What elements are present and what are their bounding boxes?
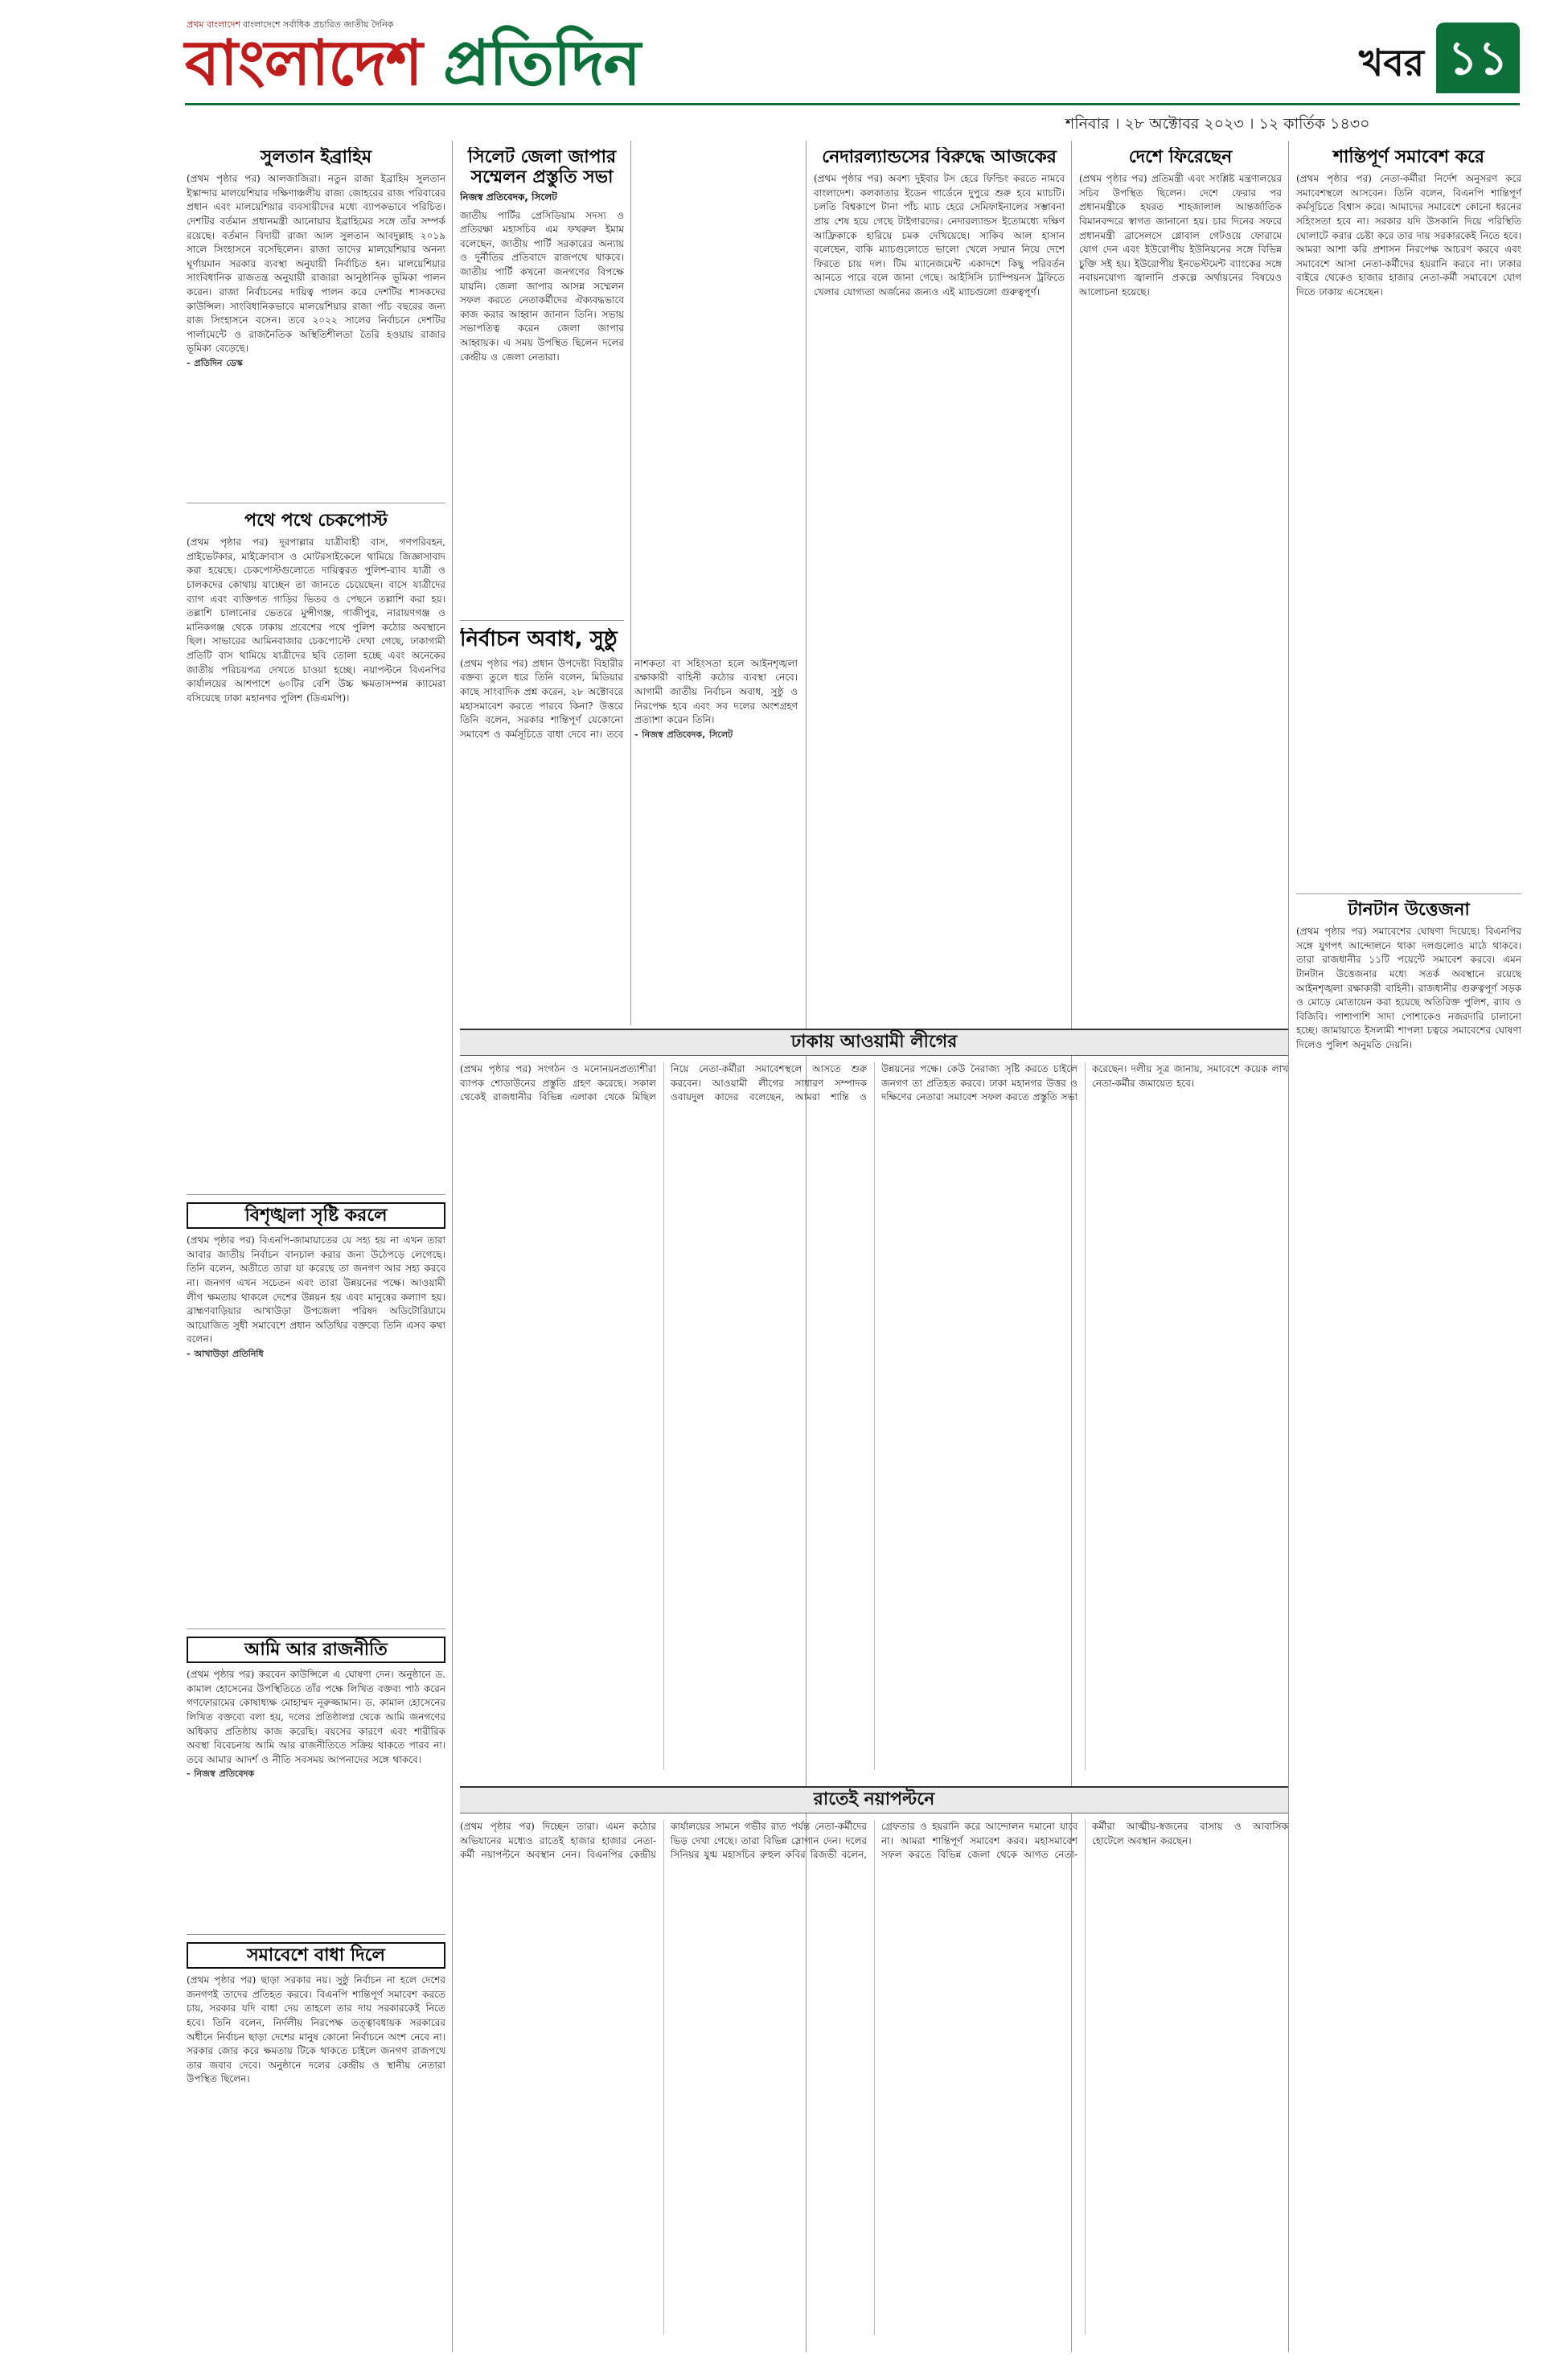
story-headline: দেশে ফিরেছেন [1128, 147, 1233, 167]
story-ami-ar-rajniti [187, 1637, 445, 1926]
story-paragraph: (প্রথম পৃষ্ঠার পর) সমাবেশের ঘোষণা দিয়েছে। বিএনপির সঙ্গে যুগপৎ আন্দোলনে থাকা দলগুলোও মাঠে থাকবে। তারা রাজধানীর ১১টি পয়েন্টে সমাবেশ করবে। এমন টানটান উত্তেজনার মধ্যে সতর্ক অবস্থানে রয়েছে আইনশৃঙ্খলা রক্ষাকারী বাহিনী। রাজধানীর গুরুত্বপূর্ণ সড়ক ও মোড়ে মোতায়েন করা হয়েছে অতিরিক্ত পুলিশ, র‌্যাব ও বিজিবি। পাশাপাশি সাদা পোশাকেও নজরদারি চালানো হচ্ছে। জামায়াতে ইসলামী শাপলা চত্বরে সমাবেশের ঘোষণা দিলেও পুলিশ অনুমতি দেয়নি। [1296, 926, 1521, 1051]
logo-part-two: প্রতিদিন [442, 27, 640, 100]
story-headline: সিলেট জেলা জাপার সম্মেলন প্রস্তুতি সভা [467, 147, 617, 188]
story-divider [460, 620, 624, 621]
story-paragraph: (প্রথম পৃষ্ঠার পর) বিএনপি-জামায়াতের যে সহ্য হয় না এখন তারা আবার জাতীয় নির্বাচন বানচাল করার জন্য উঠেপড়ে লেগেছে। তিনি বলেন, অতীতে তারা যা করেছে তা জনগণ আর সহ্য করবে না। জনগণ এখন সচেতন এবং তারা উন্নয়নের পক্ষে। আওয়ামী লীগ ক্ষমতায় থাকলে দেশের উন্নয়ন হয় এবং মানুষের কল্যাণ হয়। ব্রাহ্মণবাড়িয়ার আখাউড়া উপজেলা পরিষদ অডিটোরিয়ামে আয়োজিত সুধী সমাবেশে প্রধান অতিথির বক্তব্যে তিনি এসব কথা বলেন। [187, 1234, 445, 1345]
page-number: ১১ [1436, 23, 1520, 93]
story-credit: - নিজস্ব প্রতিবেদক [187, 1768, 255, 1780]
story-divider [187, 1934, 445, 1935]
story-paragraph: (প্রথম পৃষ্ঠার পর) ছাড়া সরকার নয়। সুষ্ঠু নির্বাচন না হলে দেশের জনগণই তাদের প্রতিহত করবে। বিএনপি শান্তিপূর্ণ সমাবেশ করতে চায়, সরকার যদি বাধা দেয় তাহলে তার দায় সরকারকেই নিতে হবে। তিনি বলেন, নির্দলীয় নিরপেক্ষ তত্ত্বাবধায়ক সরকারের অধীনে নির্বাচন ছাড়া দেশের মানুষ কোনো নির্বাচনে অংশ নেবে না। সরকার জোর করে ক্ষমতায় টিকে থাকতে চাইলে জনগণ রাজপথে তার জবাব দেবে। অনুষ্ঠানে দলের কেন্দ্রীয় ও স্থানীয় নেতারা উপস্থিত ছিলেন। [187, 1974, 445, 2085]
story-divider [187, 1194, 445, 1195]
story-credit: - প্রতিদিন ডেস্ক [187, 358, 243, 369]
story-dhakay-awami-league [460, 1062, 1288, 1778]
story-paragraph: জাতীয় পার্টির প্রেসিডিয়াম সদস্য ও প্রতিরক্ষা মহাসচিব এম ফখরুল ইমাম বলেছেন, জাতীয় পার্টি সরকারের অন্যায় ও দুর্নীতির প্রতিবাদে রাজপথে থাকবে। জাতীয় পার্টি কখনো জনগণের বিপক্ষে যায়নি। জেলা জাপার আসন্ন সম্মেলন সফল করতে নেতাকর্মীদের ঐক্যবদ্ধভাবে কাজ করার আহ্বান জানান তিনি। সভায় সভাপতিত্ব করেন জেলা জাপার আহ্বায়ক। এ সময় উপস্থিত ছিলেন দলের কেন্দ্রীয় ও জেলা নেতারা। [460, 209, 624, 363]
story-headline: সমাবেশে বাধা দিলে [187, 1942, 445, 1969]
story-ratei-nayapaltone [460, 1820, 1288, 2344]
story-body [1079, 172, 1282, 299]
masthead-tagline-left: প্রথম বাংলাদেশ [187, 19, 241, 30]
story-body [1296, 925, 1521, 1052]
story-paragraph: (প্রথম পৃষ্ঠার পর) অবশ্য দুইবার টস হেরে ফিল্ডিং করতে নামবে বাংলাদেশ। কলকাতার ইডেন গার্ডেনে দুপুরে শুরু হবে ম্যাচটি। চলতি বিশ্বকাপে টানা পাঁচ ম্যাচ হেরে সেমিফাইনালের সম্ভাবনা প্রায় শেষ হয়ে গেছে টাইগারদের। নেদারল্যান্ডস ইতোমধ্যে দক্ষিণ আফ্রিকাকে হারিয়ে চমক দেখিয়েছে। সাকিব আল হাসান বলেছেন, বাকি ম্যাচগুলোতে ভালো খেলে সম্মান নিয়ে দেশে ফিরতে চায় দল। টিম ম্যানেজমেন্ট একাদশে কিছু পরিবর্তন আনতে পারে বলে জানা গেছে। আইসিসি চ্যাম্পিয়নস ট্রফিতে খেলার যোগ্যতা অর্জনের জন্যও এই ম্যাচগুলো গুরুত্বপূর্ণ। [814, 173, 1065, 298]
story-paragraph: (প্রথম পৃষ্ঠার পর) সংগঠন ও মনোনয়নপ্রত্যাশীরা ব্যাপক শোডাউনের প্রস্তুতি গ্রহণ করেছে। সকাল থেকেই রাজধানীর বিভিন্ন এলাকা থেকে মিছিল নিয়ে নেতা-কর্মীরা সমাবেশস্থলে আসতে শুরু করবেন। আওয়ামী লীগের সাধারণ সম্পাদক ওবায়দুল কাদের বলেছেন, আমরা শান্তি ও উন্নয়নের পক্ষে। কেউ নৈরাজ্য সৃষ্টি করতে চাইলে জনগণ তা প্রতিহত করবে। ঢাকা মহানগর উত্তর ও দক্ষিণের নেতারা সমাবেশ সফল করতে প্রস্তুতি সভা করেছেন। দলীয় সূত্র জানায়, সমাবেশে কয়েক লাখ নেতা-কর্মীর জমায়েত হবে। [460, 1063, 1288, 1103]
masthead-tagline-right: বাংলাদেশে সর্বাধিক প্রচারিত জাতীয় দৈনিক [243, 19, 394, 30]
story-body [1296, 172, 1521, 299]
story-body [460, 209, 624, 365]
story-headline: সুলতান ইব্রাহিম [260, 147, 372, 167]
story-tantan-uttejona [1296, 900, 1521, 2347]
story-body [814, 172, 1065, 299]
page-body [187, 141, 1521, 2352]
story-sultan-ibrahim [187, 147, 445, 498]
story-paragraph: (প্রথম পৃষ্ঠার পর) প্রধান উপদেষ্টা বিহারীর বক্তব্য তুলে ধরে তিনি বলেন, মিডিয়ার কাছে সাংবাদিক প্রশ্ন করেন, ২৮ অক্টোবরে মহাসমাবেশ করতে পারবে কিনা? উত্তরে তিনি বলেন, সরকার শান্তিপূর্ণ যেকোনো সমাবেশ ও কর্মসূচিতে বাধা দেবে না। তবে নাশকতা বা সহিংসতা হলে আইনশৃঙ্খলা রক্ষাকারী বাহিনী কঠোর ব্যবস্থা নেবে। আগামী জাতীয় নির্বাচন অবাধ, সুষ্ঠু ও নিরপেক্ষ হবে এবং সব দলের অংশগ্রহণ প্রত্যাশা করেন তিনি। [460, 657, 798, 740]
story-shantipurno-somabesh [1296, 147, 1521, 887]
story-paragraph: (প্রথম পৃষ্ঠার পর) নেতা-কর্মীরা নির্দেশ অনুসরণ করে সমাবেশস্থলে আসবেন। তিনি বলেন, বিএনপি শান্তিপূর্ণ কর্মসূচিতে বিশ্বাস করে। আমাদের সমাবেশে কোনো ধরনের সহিংসতা হবে না। সরকার যদি উসকানি দিয়ে পরিস্থিতি ঘোলাটে করার চেষ্টা করে তার দায় সরকারকেই নিতে হবে। আমরা আশা করি প্রশাসন নিরপেক্ষ আচরণ করবে এবং সমাবেশে আসা নেতা-কর্মীদের হয়রানি করবে না। ঢাকার বাইরে থেকেও হাজার হাজার নেতা-কর্মী সমাবেশে যোগ দিতে ঢাকায় এসেছেন। [1296, 173, 1521, 298]
story-paragraph: (প্রথম পৃষ্ঠার পর) দূরপাল্লার যাত্রীবাহী বাস, গণপরিবহন, প্রাইভেটকার, মাইক্রোবাস ও মোটরসাইকেলে থামিয়ে জিজ্ঞাসাবাদ করা হয়েছে। চেকপোস্টগুলোতে দায়িত্বরত পুলিশ-র‌্যাব যাত্রী ও চালকদের কোথায় যাচ্ছেন তা জানতে চেয়েছেন। বাসে যাত্রীদের ব্যাগ এবং ব্যক্তিগত গাড়ির ভিতর ও পেছনে তল্লাশি করা হয়। তল্লাশি চালানোর ভেতরে মুন্সীগঞ্জ, গাজীপুর, নারায়ণগঞ্জ ও মানিকগঞ্জ থেকে ঢাকায় প্রবেশের পথে পুলিশ কঠোর অবস্থানে ছিল। সাভারের আমিনবাজার চেকপোস্টে দেখা গেছে, ঢাকাগামী প্রতিটি বাস থামিয়ে যাত্রীদের ছবি তোলা হচ্ছে এবং অনেকের জাতীয় পরিচয়পত্র দেখতে চাওয়া হচ্ছে। নয়াপল্টনে বিএনপির কার্যালয়ের আশপাশে ৬০টির বেশি উচ্চ ক্ষমতাসম্পন্ন ক্যামেরা বসিয়েছে ঢাকা মহানগর পুলিশ (ডিএমপি)। [187, 536, 445, 704]
masthead-divider [185, 103, 1520, 105]
story-divider [1296, 893, 1521, 894]
story-bishrinkhola [187, 1202, 445, 1620]
story-checkpost [187, 511, 445, 1186]
story-body [460, 657, 798, 742]
newspaper-logo [185, 27, 640, 100]
story-body [187, 536, 445, 705]
story-paragraph: (প্রথম পৃষ্ঠার পর) প্রতিমন্ত্রী এবং সংশ্লিষ্ট মন্ত্রণালয়ের সচিব উপস্থিত ছিলেন। দেশে ফেরার পর প্রধানমন্ত্রীকে হযরত শাহজালাল আন্তর্জাতিক বিমানবন্দরে স্বাগত জানানো হয়। চার দিনের সফরে প্রধানমন্ত্রী ব্রাসেলসে গ্লোবাল গেটওয়ে ফোরামে যোগ দেন এবং ইউরোপীয় ইউনিয়নের সঙ্গে বিভিন্ন চুক্তি সই হয়। ইউরোপীয় ইনভেস্টমেন্ট ব্যাংকের সঙ্গে নবায়নযোগ্য জ্বালানি প্রকল্পে অর্থায়নের বিষয়েও আলোচনা হয়েছে। [1079, 173, 1282, 298]
story-headline: পথে পথে চেকপোস্ট [244, 511, 388, 531]
story-body [187, 172, 445, 370]
story-byline: নিজস্ব প্রতিবেদক, সিলেট [460, 191, 557, 203]
section-label: খবর [1359, 41, 1425, 84]
story-headline: আমি আর রাজনীতি [187, 1637, 445, 1663]
story-body [187, 1974, 445, 2087]
story-nirbachon-obadh [460, 628, 798, 1022]
story-body [187, 1668, 445, 1781]
story-credit: - আখাউড়া প্রতিনিধি [187, 1349, 264, 1360]
story-somabeshe-badha [187, 1942, 445, 2344]
story-credit: - নিজস্ব প্রতিবেদক, সিলেট [634, 729, 733, 740]
story-headline: নেদারল্যান্ডসের বিরুদ্ধে আজকের [822, 147, 1057, 167]
story-netherlands [814, 147, 1065, 1024]
logo-part-one: বাংলাদেশ [185, 27, 443, 100]
story-banner: রাতেই নয়াপল্টনে [460, 1786, 1288, 1813]
dateline: শনিবার । ২৮ অক্টোবর ২০২৩ । ১২ কার্তিক ১৪৩০ [1065, 115, 1370, 133]
story-paragraph: (প্রথম পৃষ্ঠার পর) দিচ্ছেন তারা। এমন কঠোর অভিযানের মধ্যেও রাতেই হাজার হাজার নেতা-কর্মী নয়াপল্টনে অবস্থান নেন। বিএনপির কেন্দ্রীয় কার্যালয়ের সামনে গভীর রাত পর্যন্ত নেতা-কর্মীদের ভিড় দেখা গেছে। তারা বিভিন্ন স্লোগান দেন। দলের সিনিয়র যুগ্ম মহাসচিব রুহুল কবির রিজভী বলেন, গ্রেফতার ও হয়রানি করে আন্দোলন দমানো যাবে না। আমরা শান্তিপূর্ণ সমাবেশ করব। মহাসমাবেশ সফল করতে বিভিন্ন জেলা থেকে আগত নেতা-কর্মীরা আত্মীয়-স্বজনের বাসায় ও আবাসিক হোটেলে অবস্থান করছেন। [460, 1821, 1288, 1861]
story-deshe-firechhen [1079, 147, 1282, 1024]
story-body [187, 1234, 445, 1361]
story-headline: শান্তিপূর্ণ সমাবেশ করে [1333, 147, 1484, 167]
column-divider [1288, 141, 1289, 2352]
story-paragraph: (প্রথম পৃষ্ঠার পর) আলজাজিরা। নতুন রাজা ইব্রাহিম সুলতান ইস্কান্দার মালয়েশিয়ার দক্ষিণাঞ্চলীয় রাজ্য জোহরের রাজ পরিবারের প্রধান এবং মালয়েশিয়ার ব্যবসায়ীদের মধ্যে ব্যাপকভাবে পরিচিত। দেশটির বর্তমান প্রধানমন্ত্রী আনোয়ার ইব্রাহিমের সঙ্গে তাঁর সম্পর্ক রয়েছে। বর্তমান বিদায়ী রাজা আল সুলতান আবদুল্লাহ ২০১৯ সালে সিংহাসনে বসেছিলেন। রাজা তাদের মালয়েশিয়ার অনন্য ঘূর্ণায়মান সরকার ব্যবস্থা অনুযায়ী নির্বাচিত হন। মালয়েশিয়ার সাংবিধানিক রাজতন্ত্র অনুযায়ী রাজারা আনুষ্ঠানিক ভূমিকা পালন করেন। রাজা নির্বাচনের দায়িত্ব পালন করে দেশটির শাসকদের কাউন্সিল। সাংবিধানিকভাবে মালয়েশিয়ার রাজা পাঁচ বছরের জন্য রাজ সিংহাসনে বসেন। তবে ২০২২ সালের নির্বাচনে দেশটির পার্লামেন্টে ও রাজনৈতিক অস্থিতিশীলতা তৈরি হওয়ায় রাজার ভূমিকা বেড়েছে। [187, 173, 445, 355]
story-sylhet-japa [460, 147, 624, 614]
story-headline: বিশৃঙ্খলা সৃষ্টি করলে [187, 1202, 445, 1229]
story-paragraph: (প্রথম পৃষ্ঠার পর) করবেন কাউন্সিলে এ ঘোষণা দেন। অনুষ্ঠানে ড. কামাল হোসেনের উপস্থিতিতে তাঁর পক্ষে লিখিত বক্তব্য পাঠ করেন গণফোরামের কোষাধ্যক্ষ মোহাম্মদ নূরুজ্জামান। ড. কামাল হোসেনের লিখিত বক্তব্যে বলা হয়, দলের প্রতিষ্ঠালগ্ন থেকে আমি জনগণের অধিকার প্রতিষ্ঠায় কাজ করেছি। বয়সের কারণে এবং শারীরিক অবস্থা বিবেচনায় আমি আর রাজনীতিতে সক্রিয় থাকতে পারব না। তবে আমার আদর্শ ও নীতি সবসময় আপনাদের সঙ্গে থাকবে। [187, 1669, 445, 1765]
story-banner: ঢাকায় আওয়ামী লীগের [460, 1029, 1288, 1056]
story-headline: টানটান উত্তেজনা [1348, 900, 1470, 920]
column-divider [452, 141, 453, 2352]
story-headline: নির্বাচন অবাধ, সুষ্ঠু [460, 628, 618, 651]
story-body [460, 1820, 1288, 2335]
story-body [460, 1062, 1288, 1770]
